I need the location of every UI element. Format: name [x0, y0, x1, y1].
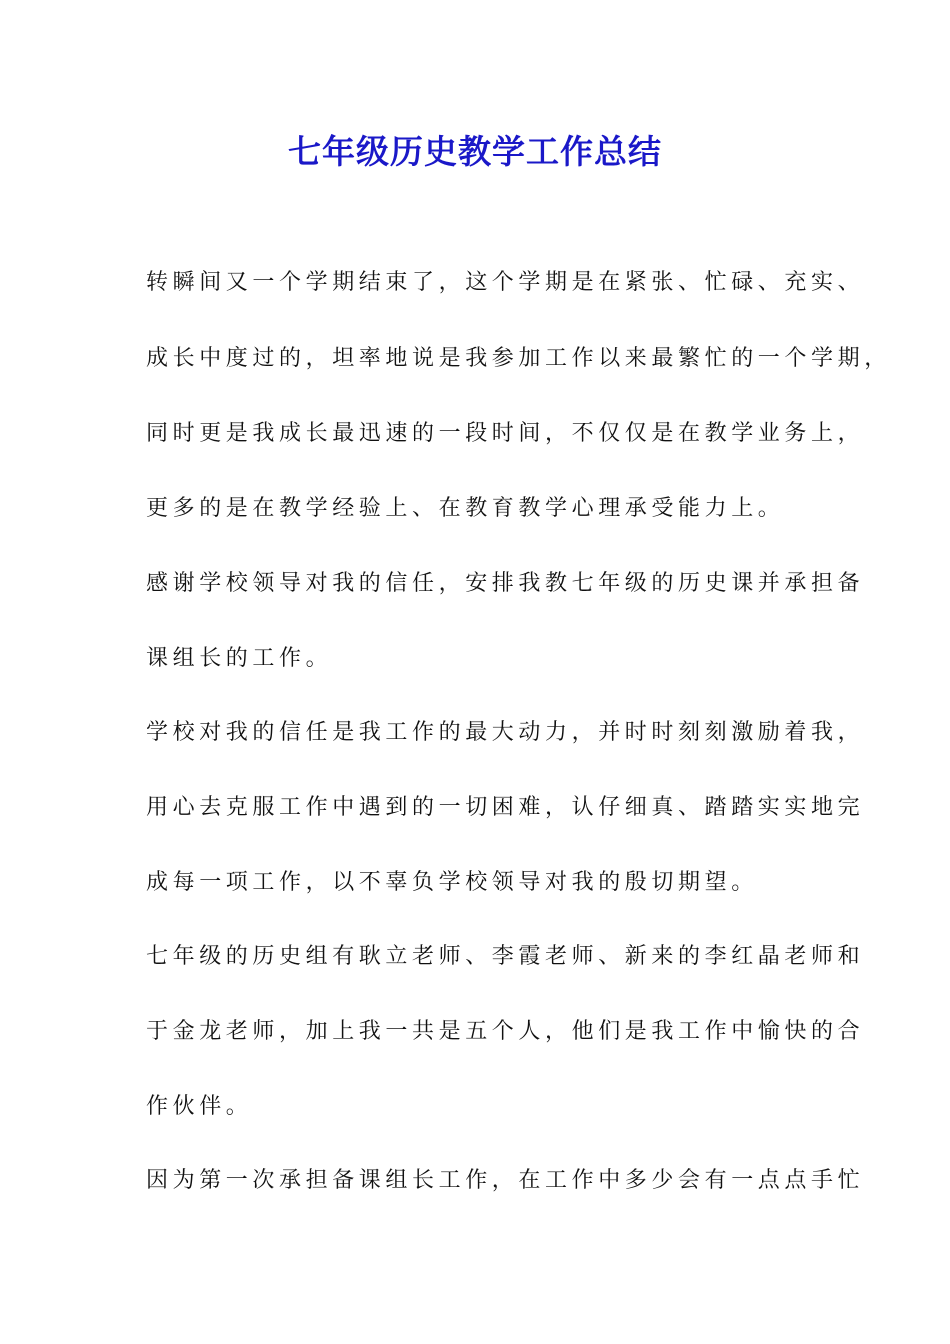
paragraph-line: 同时更是我成长最迅速的一段时间，不仅仅是在教学业务上， — [146, 421, 865, 446]
paragraph-line: 感谢学校领导对我的信任，安排我教七年级的历史课并承担备 — [146, 571, 865, 596]
paragraph-line: 作伙伴。 — [146, 1094, 253, 1119]
paragraph-line: 于金龙老师，加上我一共是五个人，他们是我工作中愉快的合 — [146, 1019, 865, 1044]
paragraph-line: 成长中度过的，坦率地说是我参加工作以来最繁忙的一个学期， — [146, 346, 891, 371]
paragraph-line: 成每一项工作，以不辜负学校领导对我的殷切期望。 — [146, 870, 758, 895]
document-title: 七年级历史教学工作总结 — [288, 132, 662, 171]
paragraph-line: 更多的是在教学经验上、在教育教学心理承受能力上。 — [146, 496, 785, 521]
paragraph-line: 因为第一次承担备课组长工作，在工作中多少会有一点点手忙 — [146, 1168, 865, 1193]
paragraph-line: 用心去克服工作中遇到的一切困难，认仔细真、踏踏实实地完 — [146, 795, 865, 820]
paragraph-line: 学校对我的信任是我工作的最大动力，并时时刻刻激励着我， — [146, 720, 865, 745]
paragraph-line: 七年级的历史组有耿立老师、李霞老师、新来的李红晶老师和 — [146, 944, 865, 969]
paragraph-line: 转瞬间又一个学期结束了，这个学期是在紧张、忙碌、充实、 — [146, 270, 865, 295]
paragraph-line: 课组长的工作。 — [146, 646, 333, 671]
